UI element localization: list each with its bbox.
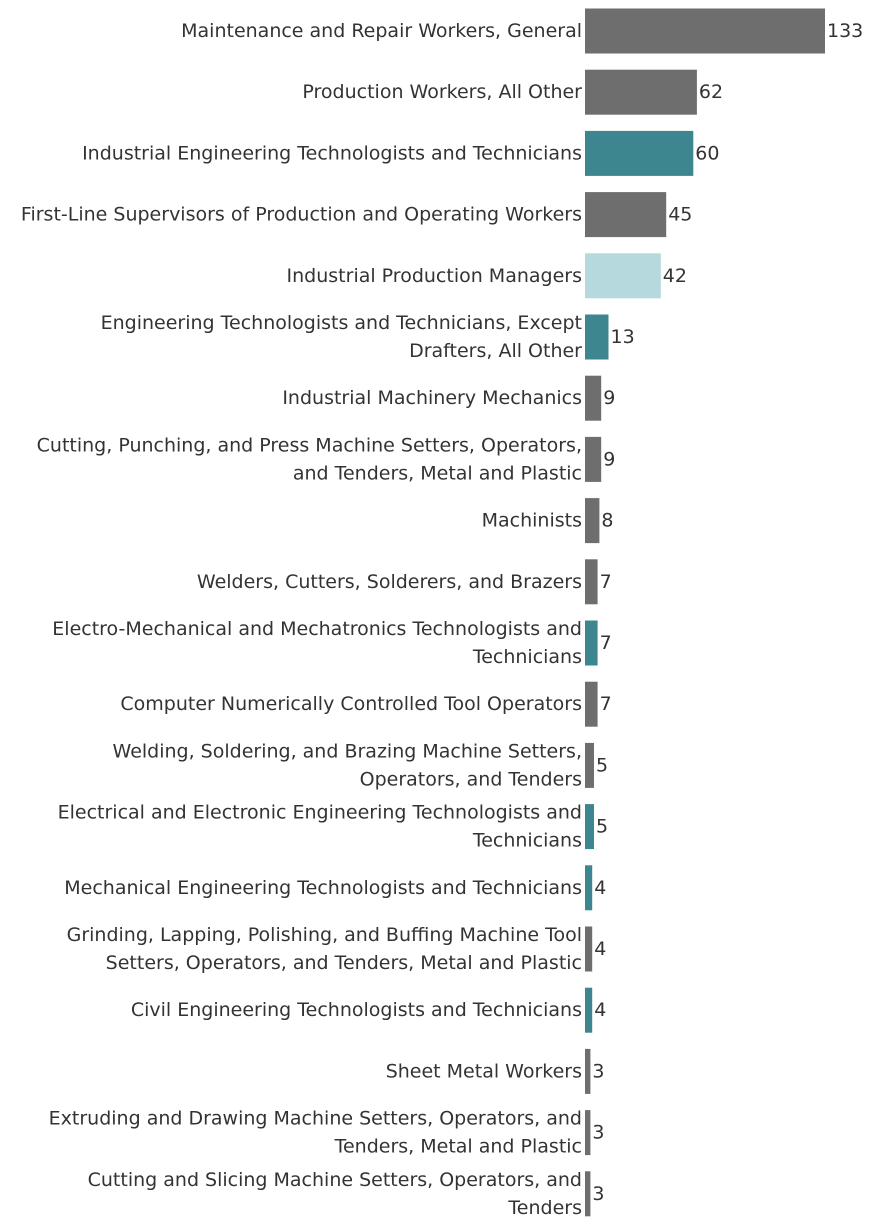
value-label: 5 [596, 754, 609, 777]
value-label: 42 [662, 264, 687, 287]
value-label: 5 [596, 815, 609, 838]
category-label: Computer Numerically Controlled Tool Operators [120, 693, 582, 716]
bar [585, 865, 592, 910]
bar [585, 437, 601, 482]
bar [585, 70, 697, 115]
value-label: 9 [603, 448, 616, 471]
category-label: Engineering Technologists and Technicians, Except [100, 312, 582, 334]
category-label: Extruding and Drawing Machine Setters, Operators, and [48, 1107, 582, 1130]
category-label: and Tenders, Metal and Plastic [292, 462, 582, 485]
bar [585, 192, 666, 237]
bar [585, 1110, 590, 1155]
category-label: Electrical and Electronic Engineering Technologists and [57, 801, 582, 824]
bar [585, 253, 661, 298]
bar [585, 498, 599, 543]
category-label: Drafters, All Other [409, 340, 582, 362]
bar [585, 621, 598, 666]
category-label: Cutting and Slicing Machine Setters, Operators, and [87, 1168, 582, 1191]
bar [585, 131, 693, 176]
bar [585, 559, 598, 604]
value-label: 4 [594, 876, 607, 899]
bar [585, 804, 594, 849]
value-label: 7 [599, 632, 612, 654]
category-label: Industrial Machinery Mechanics [282, 387, 582, 410]
category-label: Setters, Operators, and Tenders, Metal and Plastic [105, 952, 582, 974]
category-label: Welding, Soldering, and Brazing Machine Setters, [112, 740, 582, 763]
bar [585, 682, 598, 727]
value-label: 9 [603, 387, 616, 410]
category-label: Sheet Metal Workers [385, 1060, 582, 1083]
bar [585, 988, 592, 1033]
value-label: 3 [592, 1182, 605, 1205]
category-label: Grinding, Lapping, Polishing, and Buffing Machine Tool [66, 924, 582, 946]
bar [585, 1171, 590, 1216]
value-label: 3 [592, 1121, 605, 1144]
value-label: 4 [594, 938, 607, 960]
category-label: Cutting, Punching, and Press Machine Setters, Operators, [36, 434, 582, 457]
category-label: Welders, Cutters, Solderers, and Brazers [196, 570, 582, 593]
category-label: Technicians [472, 829, 582, 852]
value-label: 13 [610, 326, 635, 348]
category-label: Tenders, Metal and Plastic [334, 1135, 582, 1158]
category-label: First-Line Supervisors of Production and Operating Workers [20, 203, 582, 226]
value-label: 60 [695, 142, 720, 165]
category-label: Mechanical Engineering Technologists and Technicians [64, 876, 582, 899]
category-label: Industrial Engineering Technologists and Technicians [82, 142, 582, 165]
category-label: Machinists [481, 509, 582, 532]
category-label: Maintenance and Repair Workers, General [181, 20, 582, 42]
category-label: Industrial Production Managers [286, 264, 582, 287]
category-label: Production Workers, All Other [302, 81, 582, 104]
bar [585, 743, 594, 788]
bar [585, 9, 825, 54]
bar [585, 927, 592, 972]
category-label: Tenders [508, 1196, 582, 1219]
value-label: 4 [594, 999, 607, 1022]
category-label: Electro-Mechanical and Mechatronics Technologists and [52, 618, 582, 640]
category-label: Technicians [472, 646, 582, 668]
category-label: Civil Engineering Technologists and Technicians [130, 999, 582, 1022]
bar [585, 376, 601, 421]
bar [585, 1049, 590, 1094]
value-label: 7 [599, 693, 612, 716]
value-label: 7 [599, 570, 612, 593]
value-label: 45 [668, 203, 693, 226]
value-label: 8 [601, 509, 614, 532]
value-label: 133 [827, 20, 864, 42]
value-label: 62 [698, 81, 724, 104]
category-label: Operators, and Tenders [359, 768, 582, 791]
value-label: 3 [592, 1060, 605, 1083]
bar [585, 315, 609, 360]
